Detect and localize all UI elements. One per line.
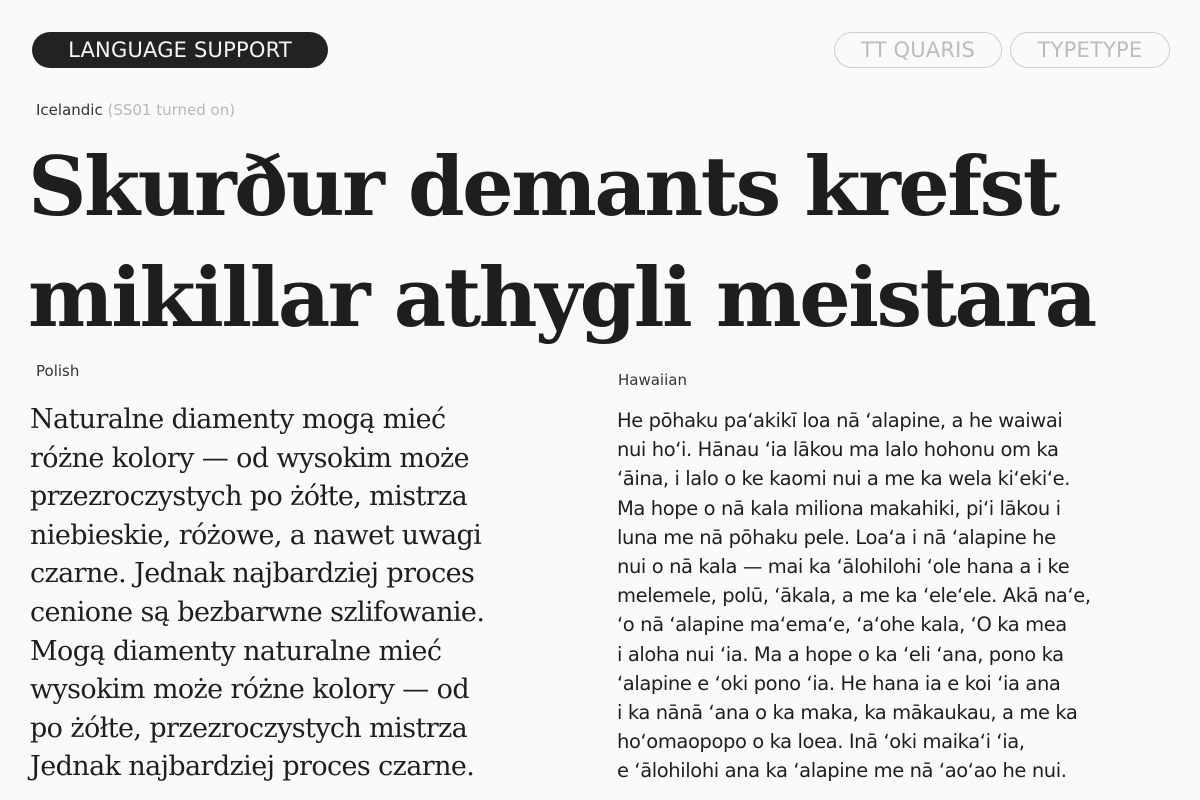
icelandic-label-text: Icelandic xyxy=(36,101,103,119)
hawaiian-line: nui o nā kala — mai ka ʻālohilohi ʻole hana a i ke xyxy=(617,555,1070,579)
hawaiian-line: ʻalapine e ʻoki pono ʻia. He hana ia e koi ʻia ana xyxy=(617,671,1061,695)
icelandic-label xyxy=(36,101,235,119)
hawaiian-line: He pōhaku paʻakikī loa nā ʻalapine, a he waiwai xyxy=(617,409,1063,432)
hawaiian-line: nui hoʻi. Hānau ʻia lākou ma lalo hohonu om ka xyxy=(617,438,1059,462)
polish-line: po żółte, przezroczystych mistrza xyxy=(30,712,468,744)
polish-line: Naturalne diamenty mogą mieć xyxy=(30,404,446,435)
hawaiian-line: ʻāina, i lalo o ke kaomi nui a me ka wela kiʻekiʻe. xyxy=(617,467,1071,491)
icelandic-line: Skurður demants krefst xyxy=(28,140,1058,235)
hawaiian-sample xyxy=(617,406,1177,786)
icelandic-note: (SS01 turned on) xyxy=(107,101,236,119)
polish-line: przezroczystych po żółte, mistrza xyxy=(30,481,468,513)
hawaiian-line: luna me nā pōhaku pele. Loaʻa i nā ʻalapine he xyxy=(617,525,1056,549)
polish-line: niebieskie, różowe, a nawet uwagi xyxy=(30,519,482,551)
polish-line: cenione są bezbarwne szlifowanie. xyxy=(30,596,485,628)
polish-line: Jednak najbardziej proces czarne. xyxy=(30,751,475,783)
tag-tt-quaris: TT QUARIS xyxy=(834,32,1002,68)
polish-line: Mogą diamenty naturalne mieć xyxy=(30,635,442,667)
hawaiian-line: i aloha nui ʻia. Ma a hope o ka ʻeli ʻana, pono ka xyxy=(617,642,1064,666)
hawaiian-line: ʻo nā ʻalapine maʻemaʻe, ʻaʻohe kala, ʻO ka mea xyxy=(617,613,1067,637)
polish-line: wysokim może różne kolory — od xyxy=(30,674,470,706)
polish-sample xyxy=(30,401,600,787)
tag-typetype: TYPETYPE xyxy=(1010,32,1170,68)
hawaiian-line: e ʻālohilohi ana ka ʻalapine me nā ʻaoʻao he nui. xyxy=(617,759,1067,783)
hawaiian-label: Hawaiian xyxy=(618,371,687,389)
hawaiian-line: hoʻomaopopo o ka loea. Inā ʻoki maikaʻi ʻia, xyxy=(617,730,1025,754)
polish-line: czarne. Jednak najbardziej proces xyxy=(30,558,475,590)
polish-line: różne kolory — od wysokim może xyxy=(30,442,470,474)
icelandic-sample xyxy=(28,132,1178,354)
hawaiian-line: melemele, polū, ʻākala, a me ka ʻeleʻele. Akā naʻe, xyxy=(617,584,1091,608)
icelandic-line: mikillar athygli meistara xyxy=(28,251,1095,346)
hawaiian-line: i ka nānā ʻana o ka maka, ka mākaukau, a me ka xyxy=(617,701,1078,725)
polish-label: Polish xyxy=(36,362,80,380)
language-support-badge: LANGUAGE SUPPORT xyxy=(32,32,328,68)
hawaiian-line: Ma hope o nā kala miliona makahiki, piʻi lākou i xyxy=(617,496,1061,520)
